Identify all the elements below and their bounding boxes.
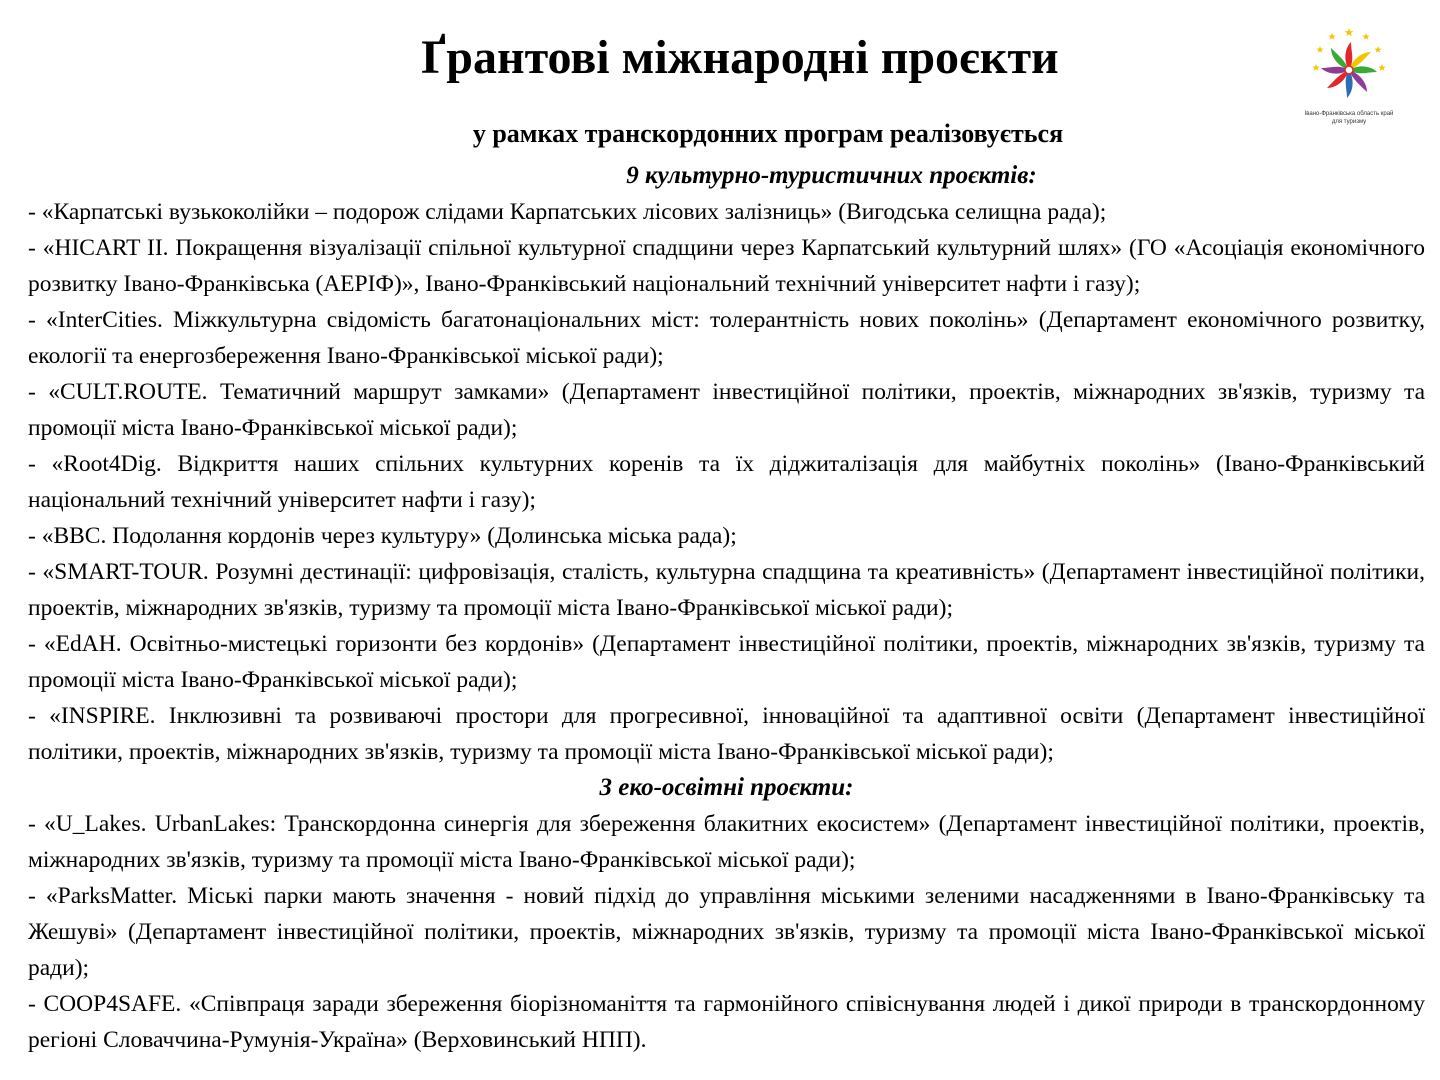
section-heading-eco-education: 3 еко-освітні проєкти: [599, 774, 854, 801]
project-item: - «HICART II. Покращення візуалізації спільної культурної спадщини через Карпатський культурний шлях» (ГО «Асоціація економічного розвитку Івано-Франківська (АЕРІФ)», Івано-Франківський національний технічний університет нафти і газу); [28, 235, 1425, 297]
project-item: - COOP4SAFE. «Співпраця заради збереження біорізноманіття та гармонійного співіснування людей і дикої природи в транскордонному регіоні Словаччина-Румунія-Україна» (Верховинський НПП). [28, 991, 1425, 1053]
project-item: - «CULT.ROUTE. Тематичний маршрут замками» (Департамент інвестиційної політики, проектів, міжнародних зв'язків, туризму та промоції міста Івано-Франківської міської ради); [28, 379, 1425, 441]
project-item: - «EdAH. Освітньо-мистецькі горизонти без кордонів» (Департамент інвестиційної політики, проектів, міжнародних зв'язків, туризму та промоції міста Івано-Франківської міської ради); [28, 631, 1425, 693]
project-item: - «INSPIRE. Інклюзивні та розвиваючі простори для прогресивної, інноваційної та адаптивної освіти (Департамент інвестиційної політики, проектів, міжнародних зв'язків, туризму та промоції міста Івано-Франківської міської ради); [28, 703, 1425, 765]
region-logo [1304, 26, 1394, 130]
project-item: - «BBC. Подолання кордонів через культуру» (Долинська міська рада); [28, 523, 737, 549]
sun-flower-logo-icon [1304, 26, 1394, 110]
logo-caption: Івано-Франківська область край для туризму [1304, 111, 1394, 125]
project-item: - «ParksMatter. Міські парки мають значення - новий підхід до управління міськими зеленими насадженнями в Івано-Франківську та Жешуві» (Департамент інвестиційної політики, проектів, міжнародних зв'язків, туризму та промоції міста Івано-Франківської міської ради); [28, 883, 1425, 981]
project-item: - «Root4Dig. Відкриття наших спільних культурних коренів та їх діджиталізація для майбутніх поколінь» (Івано-Франківський національний технічний університет нафти і газу); [28, 451, 1425, 513]
project-item: - «InterCities. Міжкультурна свідомість багатонаціональних міст: толерантність нових поколінь» (Департамент економічного розвитку, екології та енергозбереження Івано-Франківської міської ради); [28, 307, 1425, 369]
project-item: - «Карпатські вузькоколійки – подорож слідами Карпатських лісових залізниць» (Вигодська селищна рада); [28, 199, 1107, 225]
project-item: - «U_Lakes. UrbanLakes: Транскордонна синергія для збереження блакитних екосистем» (Департамент інвестиційної політики, проектів, міжнародних зв'язків, туризму та промоції міста Івано-Франківської міської ради); [28, 811, 1425, 873]
document-content [28, 158, 1425, 1058]
project-item: - «SMART-TOUR. Розумні дестинації: цифровізація, сталість, культурна спадщина та креативність» (Департамент інвестиційної політики, проектів, міжнародних зв'язків, туризму та промоції міста Івано-Франківської міської ради); [28, 559, 1425, 621]
page-title: Ґрантові міжнародні проєкти [421, 31, 1059, 84]
section-heading-cultural-tourism: 9 культурно-туристичних проєктів: [626, 162, 1037, 189]
page-subtitle: у рамках транскордонних програм реалізовується [472, 119, 1064, 148]
